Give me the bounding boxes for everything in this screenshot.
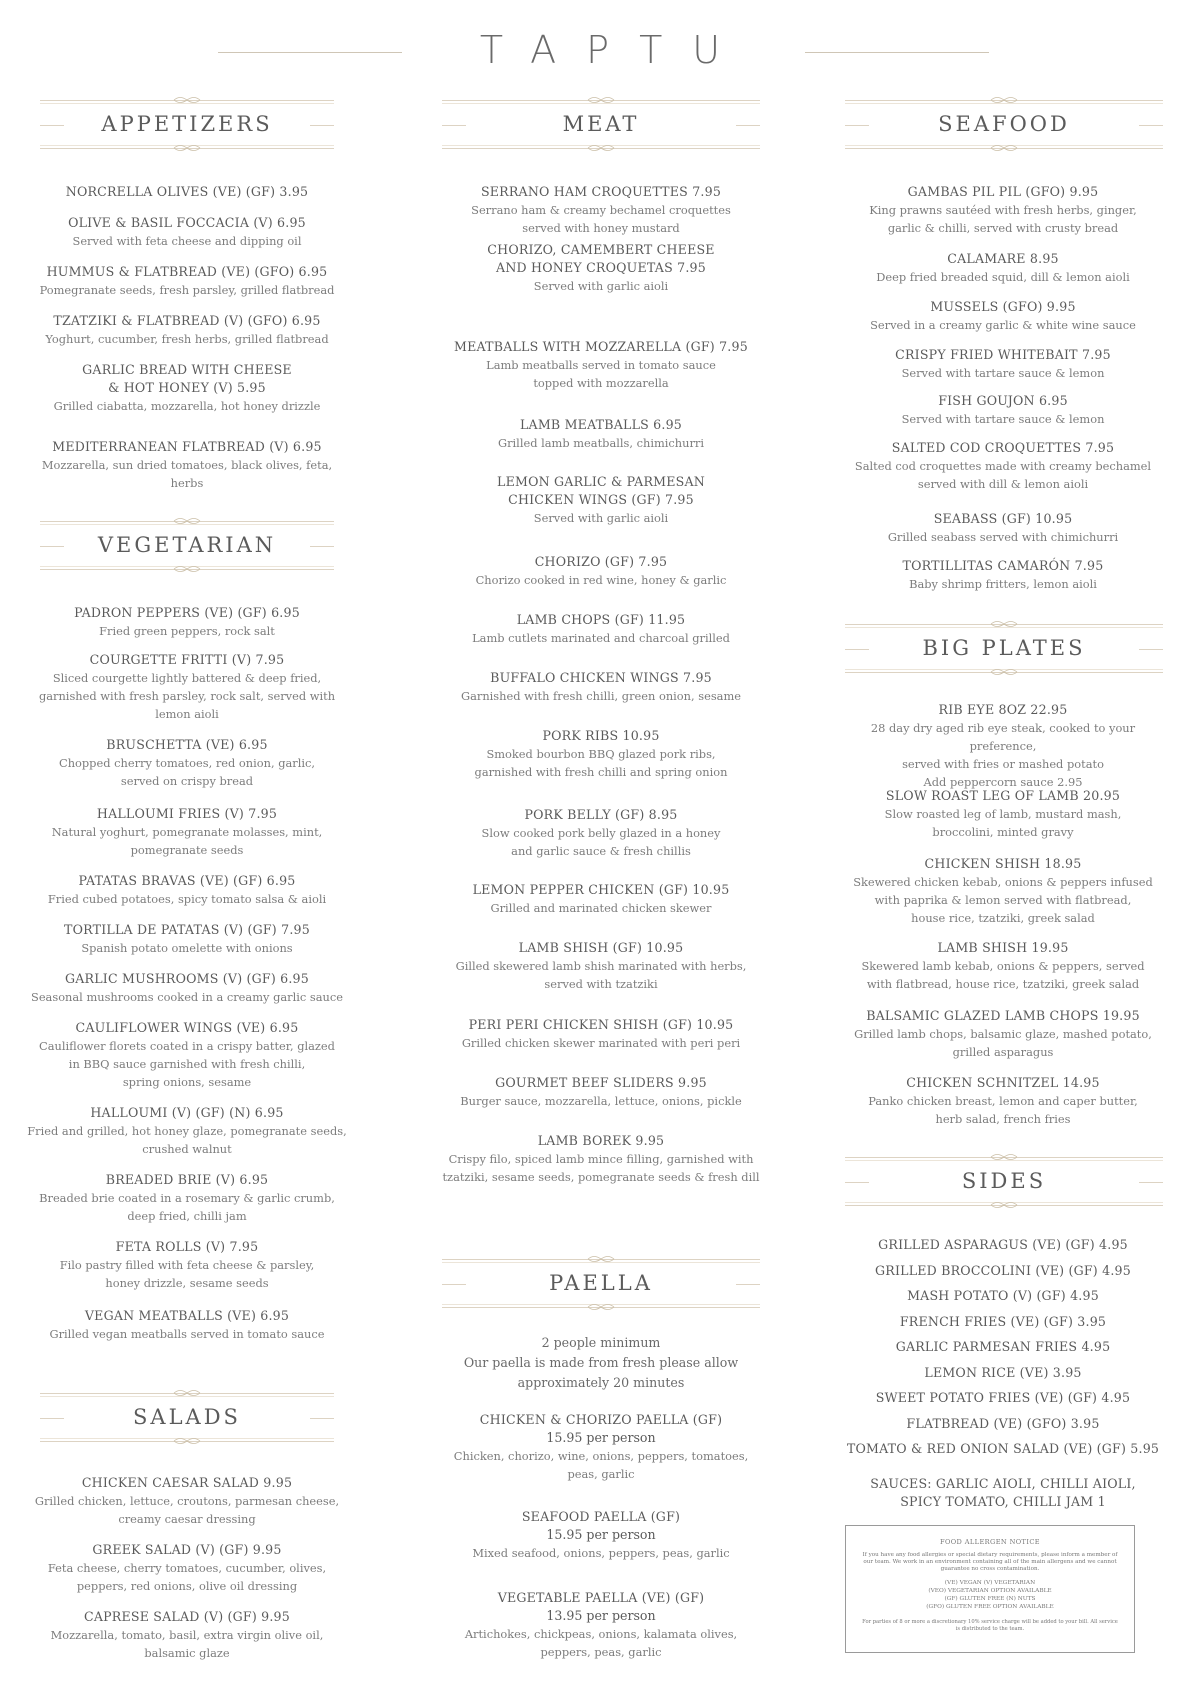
item-description: Chicken, chorizo, wine, onions, peppers, tomatoes,	[453, 1449, 749, 1463]
item-name: FETA ROLLS (V) 7.95	[115, 1239, 259, 1254]
item-name: CAULIFLOWER WINGS (VE) 6.95	[75, 1020, 299, 1035]
item-description: Grilled ciabatta, mozzarella, hot honey drizzle	[53, 399, 321, 413]
item-description: Pomegranate seeds, fresh parsley, grilled flatbread	[39, 283, 335, 297]
item-name: LAMB MEATBALLS 6.95	[519, 417, 683, 432]
item-name: CHICKEN WINGS (GF) 7.95	[508, 492, 694, 507]
item-description: Grilled chicken skewer marinated with peri peri	[461, 1036, 741, 1050]
menu-item	[441, 338, 761, 392]
item-description: Smoked bourbon BBQ glazed pork ribs,	[486, 747, 716, 761]
allergen-title: FOOD ALLERGEN NOTICE	[939, 1538, 1041, 1546]
item-description: Gilled skewered lamb shish marinated with herbs,	[455, 959, 747, 973]
allergen-key: (GFO) GLUTEN FREE OPTION AVAILABLE	[926, 1604, 1054, 1610]
item-description: Slow cooked pork belly glazed in a honey	[481, 826, 721, 840]
menu-item	[27, 1608, 347, 1662]
item-description: Lamb meatballs served in tomato sauce	[486, 358, 716, 372]
paella-note-line: 2 people minimum	[541, 1335, 661, 1350]
item-description: Served with tartare sauce & lemon	[901, 366, 1105, 380]
divider-ornament-icon	[172, 1387, 202, 1399]
menu-item	[27, 214, 347, 250]
allergen-body: If you have any food allergies or special dietary requirements, please inform a member of our team. We work in an environment containing all of the main allergens and we cannot guarantee no cross contamination.	[862, 1552, 1118, 1572]
section-title: VEGETARIAN	[97, 533, 277, 557]
item-description: with paprika & lemon served with flatbread,	[874, 893, 1132, 907]
menu-item	[441, 1508, 761, 1562]
item-name: TORTILLA DE PATATAS (V) (GF) 7.95	[64, 922, 310, 937]
item-description: herb salad, french fries	[935, 1112, 1071, 1126]
divider-ornament-icon	[586, 94, 616, 106]
section-title: SALADS	[133, 1405, 241, 1429]
section-title: PAELLA	[549, 1271, 653, 1295]
item-name: BUFFALO CHICKEN WINGS 7.95	[490, 670, 712, 685]
item-name: TOMATO & RED ONION SALAD (VE) (GF) 5.95	[846, 1441, 1160, 1456]
menu-item	[27, 604, 347, 640]
menu-item	[27, 1171, 347, 1225]
item-description: Fried and grilled, hot honey glaze, pomegranate seeds,	[27, 1124, 347, 1138]
menu-item	[441, 473, 761, 527]
item-description: Served in a creamy garlic & white wine sauce	[870, 318, 1136, 332]
item-description: house rice, tzatziki, greek salad	[911, 911, 1095, 925]
item-description: Seasonal mushrooms cooked in a creamy garlic sauce	[31, 990, 343, 1004]
item-name: MASH POTATO (V) (GF) 4.95	[907, 1288, 1099, 1303]
item-description: Lamb cutlets marinated and charcoal grilled	[472, 631, 730, 645]
item-name: PERI PERI CHICKEN SHISH (GF) 10.95	[468, 1017, 734, 1032]
item-description: Mozzarella, sun dried tomatoes, black olives, feta, herbs	[41, 458, 333, 490]
menu-item	[441, 1016, 761, 1052]
item-name: MUSSELS (GFO) 9.95	[930, 299, 1076, 314]
menu-item	[27, 1104, 347, 1158]
item-description: Mixed seafood, onions, peppers, peas, garlic	[472, 1546, 730, 1560]
menu-item	[441, 1411, 761, 1483]
side-item	[843, 1440, 1163, 1458]
item-description: tzatziki, sesame seeds, pomegranate seeds & fresh dill	[442, 1170, 760, 1184]
sauces	[843, 1475, 1163, 1511]
divider-ornament-icon	[989, 94, 1019, 106]
side-item	[843, 1364, 1163, 1382]
item-description: honey drizzle, sesame seeds	[105, 1276, 269, 1290]
item-description: Served with garlic aioli	[533, 511, 669, 525]
section-header-sides	[845, 1151, 1163, 1211]
item-description: Filo pastry filled with feta cheese & parsley,	[59, 1258, 315, 1272]
menu-item	[27, 921, 347, 957]
item-description: Grilled lamb chops, balsamic glaze, mashed potato,	[854, 1027, 1152, 1041]
paella-note-line: Our paella is made from fresh please allow	[463, 1355, 739, 1370]
item-name: & HOT HONEY (V) 5.95	[108, 380, 266, 395]
item-description: served with fries or mashed potato	[902, 757, 1104, 771]
menu-item	[843, 1007, 1163, 1061]
sauces-line: SPICY TOMATO, CHILLI JAM 1	[900, 1494, 1106, 1509]
side-item	[843, 1287, 1163, 1305]
item-description: Grilled and marinated chicken skewer	[490, 901, 712, 915]
item-description: served with honey mustard	[522, 221, 680, 235]
item-name: PADRON PEPPERS (VE) (GF) 6.95	[74, 605, 300, 620]
item-name: CHORIZO (GF) 7.95	[534, 554, 668, 569]
item-description: deep fried, chilli jam	[127, 1209, 247, 1223]
item-description: Skewered lamb kebab, onions & peppers, served	[861, 959, 1145, 973]
side-item	[843, 1389, 1163, 1407]
item-name: NORCRELLA OLIVES (VE) (GF) 3.95	[65, 184, 309, 199]
item-name: CHICKEN CAESAR SALAD 9.95	[81, 1475, 293, 1490]
item-name: SALTED COD CROQUETTES 7.95	[891, 440, 1115, 455]
item-name: CAPRESE SALAD (V) (GF) 9.95	[84, 1609, 290, 1624]
divider-ornament-icon	[989, 142, 1019, 154]
item-description: Grilled lamb meatballs, chimichurri	[497, 436, 705, 450]
brand-rule-left	[218, 52, 402, 53]
divider-ornament-icon	[172, 142, 202, 154]
menu-item	[27, 183, 347, 201]
item-name: SERRANO HAM CROQUETTES 7.95	[480, 184, 722, 199]
item-description: Skewered chicken kebab, onions & peppers infused	[853, 875, 1153, 889]
divider-ornament-icon	[989, 618, 1019, 630]
item-description: pomegranate seeds	[130, 843, 244, 857]
brand-rule-right	[805, 52, 989, 53]
menu-item	[441, 183, 761, 237]
item-description: Panko chicken breast, lemon and caper butter,	[868, 1094, 1138, 1108]
item-name: HUMMUS & FLATBREAD (VE) (GFO) 6.95	[46, 264, 328, 279]
item-description: spring onions, sesame	[122, 1075, 252, 1089]
item-description: topped with mozzarella	[533, 376, 669, 390]
section-header-seafood	[845, 94, 1163, 154]
menu-item	[843, 439, 1163, 493]
item-description: Artichokes, chickpeas, onions, kalamata olives,	[464, 1627, 738, 1641]
menu-item	[843, 183, 1163, 237]
menu-item	[843, 939, 1163, 993]
menu-item	[27, 651, 347, 723]
menu-item	[27, 805, 347, 859]
divider-ornament-icon	[989, 666, 1019, 678]
item-name: FLATBREAD (VE) (GFO) 3.95	[906, 1415, 1100, 1431]
divider-ornament-icon	[586, 1301, 616, 1313]
menu-item	[441, 1074, 761, 1110]
item-name: OLIVE & BASIL FOCCACIA (V) 6.95	[68, 215, 306, 230]
item-name: CHICKEN SCHNITZEL 14.95	[906, 1075, 1100, 1090]
menu-item	[843, 557, 1163, 593]
section-title: SEAFOOD	[938, 112, 1070, 136]
menu-item	[441, 881, 761, 917]
paella-note-line: approximately 20 minutes	[517, 1375, 685, 1390]
menu-item	[843, 855, 1163, 927]
item-name: FRENCH FRIES (VE) (GF) 3.95	[899, 1313, 1107, 1329]
divider-ornament-icon	[989, 1199, 1019, 1211]
section-header-vegetarian	[40, 515, 334, 575]
menu-item	[843, 250, 1163, 286]
item-description: Spanish potato omelette with onions	[81, 941, 293, 955]
item-description: Fried cubed potatoes, spicy tomato salsa & aioli	[47, 892, 327, 906]
menu-item	[441, 669, 761, 705]
item-name: LAMB SHISH 19.95	[937, 940, 1069, 955]
item-description: crushed walnut	[142, 1142, 232, 1156]
menu-item	[441, 241, 761, 295]
allergen-key: (VE) VEGAN (V) VEGETARIAN	[944, 1580, 1036, 1586]
item-name: HALLOUMI FRIES (V) 7.95	[96, 806, 278, 821]
item-description: Grilled chicken, lettuce, croutons, parmesan cheese,	[34, 1494, 340, 1508]
item-description: Grilled seabass served with chimichurri	[887, 530, 1119, 544]
item-description: Serrano ham & creamy bechamel croquettes	[471, 203, 731, 217]
item-description: Mozzarella, tomato, basil, extra virgin olive oil,	[50, 1628, 324, 1642]
item-name: GARLIC PARMESAN FRIES 4.95	[895, 1339, 1111, 1354]
menu-item	[843, 1074, 1163, 1128]
sauces-line: SAUCES: GARLIC AIOLI, CHILLI AIOLI,	[870, 1476, 1136, 1491]
menu-item	[441, 553, 761, 589]
item-name: BALSAMIC GLAZED LAMB CHOPS 19.95	[866, 1008, 1140, 1023]
item-name: LAMB SHISH (GF) 10.95	[518, 940, 684, 955]
item-name: LEMON PEPPER CHICKEN (GF) 10.95	[472, 882, 730, 897]
item-description: Crispy filo, spiced lamb mince filling, garnished with	[448, 1152, 754, 1166]
item-description: Chopped cherry tomatoes, red onion, garlic,	[58, 756, 316, 770]
item-description: served with dill & lemon aioli	[917, 477, 1089, 491]
menu-item	[441, 939, 761, 993]
item-name: LAMB CHOPS (GF) 11.95	[516, 612, 686, 627]
item-name: CHICKEN SHISH 18.95	[924, 856, 1082, 871]
item-name: SEABASS (GF) 10.95	[933, 511, 1073, 526]
menu-item	[27, 1541, 347, 1595]
section-title: MEAT	[562, 112, 640, 136]
item-name: GARLIC MUSHROOMS (V) (GF) 6.95	[65, 971, 309, 986]
item-name: LEMON RICE (VE) 3.95	[924, 1364, 1082, 1380]
item-description: Feta cheese, cherry tomatoes, cucumber, olives,	[47, 1561, 327, 1575]
item-description: creamy caesar dressing	[118, 1512, 256, 1526]
item-description: Chorizo cooked in red wine, honey & garlic	[475, 573, 727, 587]
item-description: Served with tartare sauce & lemon	[901, 412, 1105, 426]
item-name: PATATAS BRAVAS (VE) (GF) 6.95	[78, 873, 296, 888]
divider-ornament-icon	[172, 563, 202, 575]
item-name: FISH GOUJON 6.95	[938, 393, 1068, 408]
divider-ornament-icon	[586, 1253, 616, 1265]
item-name: HALLOUMI (V) (GF) (N) 6.95	[90, 1105, 284, 1120]
section-header-salads	[40, 1387, 334, 1447]
divider-ornament-icon	[172, 94, 202, 106]
side-item	[843, 1313, 1163, 1331]
item-name: MEATBALLS WITH MOZZARELLA (GF) 7.95	[454, 339, 748, 354]
section-header-bigplates	[845, 618, 1163, 678]
allergen-footer: For parties of 8 or more a discretionary 10% service charge will be added to your bill. All service is distributed to the team.	[862, 1619, 1118, 1632]
item-description: grilled asparagus	[952, 1045, 1054, 1059]
divider-ornament-icon	[172, 515, 202, 527]
item-name: BREADED BRIE (V) 6.95	[105, 1172, 269, 1187]
item-description: 28 day dry aged rib eye steak, cooked to your preference,	[870, 721, 1136, 753]
item-description: Garnished with fresh chilli, green onion, sesame	[460, 689, 742, 703]
item-description: Baby shrimp fritters, lemon aioli	[909, 577, 1097, 591]
allergen-key: (VEO) VEGETARIAN OPTION AVAILABLE	[928, 1588, 1052, 1594]
item-description: Yoghurt, cucumber, fresh herbs, grilled flatbread	[45, 332, 329, 346]
menu-item	[27, 1307, 347, 1343]
menu-item	[27, 438, 347, 492]
item-description: King prawns sautéed with fresh herbs, ginger,	[869, 203, 1137, 217]
divider-ornament-icon	[172, 1435, 202, 1447]
allergen-notice	[845, 1525, 1135, 1653]
divider-ornament-icon	[586, 142, 616, 154]
item-description: peppers, red onions, olive oil dressing	[76, 1579, 298, 1593]
item-name: VEGAN MEATBALLS (VE) 6.95	[84, 1308, 290, 1323]
item-description: lemon aioli	[155, 707, 219, 721]
item-name: LAMB BOREK 9.95	[537, 1133, 665, 1148]
side-item	[843, 1236, 1163, 1254]
menu-item	[27, 361, 347, 415]
item-description: garnished with fresh chilli and spring onion	[474, 765, 728, 779]
item-description: served on crispy bread	[120, 774, 254, 788]
allergen-keys	[846, 1579, 1134, 1611]
item-description: peppers, peas, garlic	[540, 1645, 662, 1659]
menu-item	[27, 1474, 347, 1528]
item-name: GOURMET BEEF SLIDERS 9.95	[495, 1075, 707, 1090]
item-name: PORK RIBS 10.95	[542, 728, 660, 743]
item-description: Slow roasted leg of lamb, mustard mash,	[884, 807, 1122, 821]
item-description: Fried green peppers, rock salt	[99, 624, 275, 638]
item-description: garlic & chilli, served with crusty bread	[887, 221, 1119, 235]
divider-ornament-icon	[989, 1151, 1019, 1163]
item-name: AND HONEY CROQUETAS 7.95	[496, 260, 706, 275]
item-name: CHORIZO, CAMEMBERT CHEESE	[487, 242, 715, 257]
menu-item	[27, 1019, 347, 1091]
section-title: SIDES	[961, 1169, 1047, 1193]
item-description: Served with feta cheese and dipping oil	[72, 234, 302, 248]
menu-item	[27, 263, 347, 299]
allergen-key: (GF) GLUTEN FREE (N) NUTS	[944, 1596, 1036, 1602]
item-name: CALAMARE 8.95	[947, 251, 1059, 266]
item-description: Deep fried breaded squid, dill & lemon aioli	[876, 270, 1130, 284]
item-price: 13.95 per person	[546, 1608, 656, 1623]
restaurant-name: TAPTU	[479, 28, 751, 72]
item-description: Add peppercorn sauce 2.95	[923, 775, 1083, 789]
item-name: PORK BELLY (GF) 8.95	[524, 807, 678, 822]
item-price: 15.95 per person	[546, 1527, 656, 1542]
item-description: balsamic glaze	[144, 1646, 230, 1660]
menu-item	[441, 727, 761, 781]
item-name: LEMON GARLIC & PARMESAN	[497, 474, 705, 489]
item-description: with flatbread, house rice, tzatziki, greek salad	[866, 977, 1140, 991]
menu-item	[441, 611, 761, 647]
item-description: Breaded brie coated in a rosemary & garlic crumb,	[39, 1191, 335, 1205]
menu-item	[27, 1238, 347, 1292]
item-name: VEGETABLE PAELLA (VE) (GF)	[497, 1590, 705, 1605]
item-name: CHICKEN & CHORIZO PAELLA (GF)	[479, 1412, 723, 1427]
menu-item	[27, 872, 347, 908]
item-description: in BBQ sauce garnished with fresh chilli,	[68, 1057, 306, 1071]
side-item	[843, 1262, 1163, 1280]
menu-item	[843, 298, 1163, 334]
item-description: Salted cod croquettes made with creamy bechamel	[854, 459, 1152, 473]
item-description: and garlic sauce & fresh chillis	[511, 844, 691, 858]
item-description: peas, garlic	[567, 1467, 635, 1481]
item-description: served with tzatziki	[544, 977, 658, 991]
menu-item	[27, 736, 347, 790]
section-header-paella	[442, 1253, 760, 1313]
menu-item	[843, 392, 1163, 428]
item-name: GARLIC BREAD WITH CHEESE	[82, 362, 292, 377]
menu-item	[441, 806, 761, 860]
item-name: SWEET POTATO FRIES (VE) (GF) 4.95	[875, 1390, 1131, 1405]
paella-note	[441, 1333, 761, 1393]
item-name: BRUSCHETTA (VE) 6.95	[106, 737, 268, 752]
item-description: Grilled vegan meatballs served in tomato sauce	[49, 1327, 325, 1341]
side-item	[843, 1338, 1163, 1356]
item-description: Burger sauce, mozzarella, lettuce, onions, pickle	[460, 1094, 742, 1108]
item-name: RIB EYE 8OZ 22.95	[938, 702, 1068, 717]
section-title: BIG PLATES	[922, 636, 1086, 660]
item-name: MEDITERRANEAN FLATBREAD (V) 6.95	[52, 439, 322, 454]
menu-item	[843, 346, 1163, 382]
menu-item	[27, 312, 347, 348]
item-name: COURGETTE FRITTI (V) 7.95	[89, 652, 285, 667]
section-header-meat	[442, 94, 760, 154]
item-name: GRILLED BROCCOLINI (VE) (GF) 4.95	[875, 1262, 1131, 1278]
item-name: GREEK SALAD (V) (GF) 9.95	[92, 1542, 282, 1557]
menu-item	[27, 970, 347, 1006]
item-name: GRILLED ASPARAGUS (VE) (GF) 4.95	[878, 1237, 1128, 1252]
menu-item	[441, 1132, 761, 1186]
item-price: 15.95 per person	[546, 1430, 656, 1445]
item-name: CRISPY FRIED WHITEBAIT 7.95	[895, 347, 1111, 362]
section-header-appetizers	[40, 94, 334, 154]
item-description: garnished with fresh parsley, rock salt, served with	[38, 689, 336, 703]
menu-item	[843, 510, 1163, 546]
item-description: Cauliflower florets coated in a crispy batter, glazed	[39, 1039, 335, 1053]
side-item	[843, 1415, 1163, 1433]
item-name: TZATZIKI & FLATBREAD (V) (GFO) 6.95	[53, 313, 321, 328]
menu-item	[441, 416, 761, 452]
menu-item	[441, 1589, 761, 1661]
item-description: Served with garlic aioli	[533, 279, 669, 293]
item-name: TORTILLITAS CAMARÓN 7.95	[902, 558, 1104, 573]
item-name: SLOW ROAST LEG OF LAMB 20.95	[885, 788, 1121, 803]
item-name: SEAFOOD PAELLA (GF)	[521, 1509, 681, 1524]
menu-item	[843, 787, 1163, 841]
item-description: Sliced courgette lightly battered & deep fried,	[52, 671, 322, 685]
menu-item	[843, 701, 1163, 791]
item-description: broccolini, minted gravy	[932, 825, 1074, 839]
item-name: GAMBAS PIL PIL (GFO) 9.95	[907, 184, 1099, 199]
section-title: APPETIZERS	[101, 112, 273, 136]
item-description: Natural yoghurt, pomegranate molasses, mint,	[51, 825, 323, 839]
